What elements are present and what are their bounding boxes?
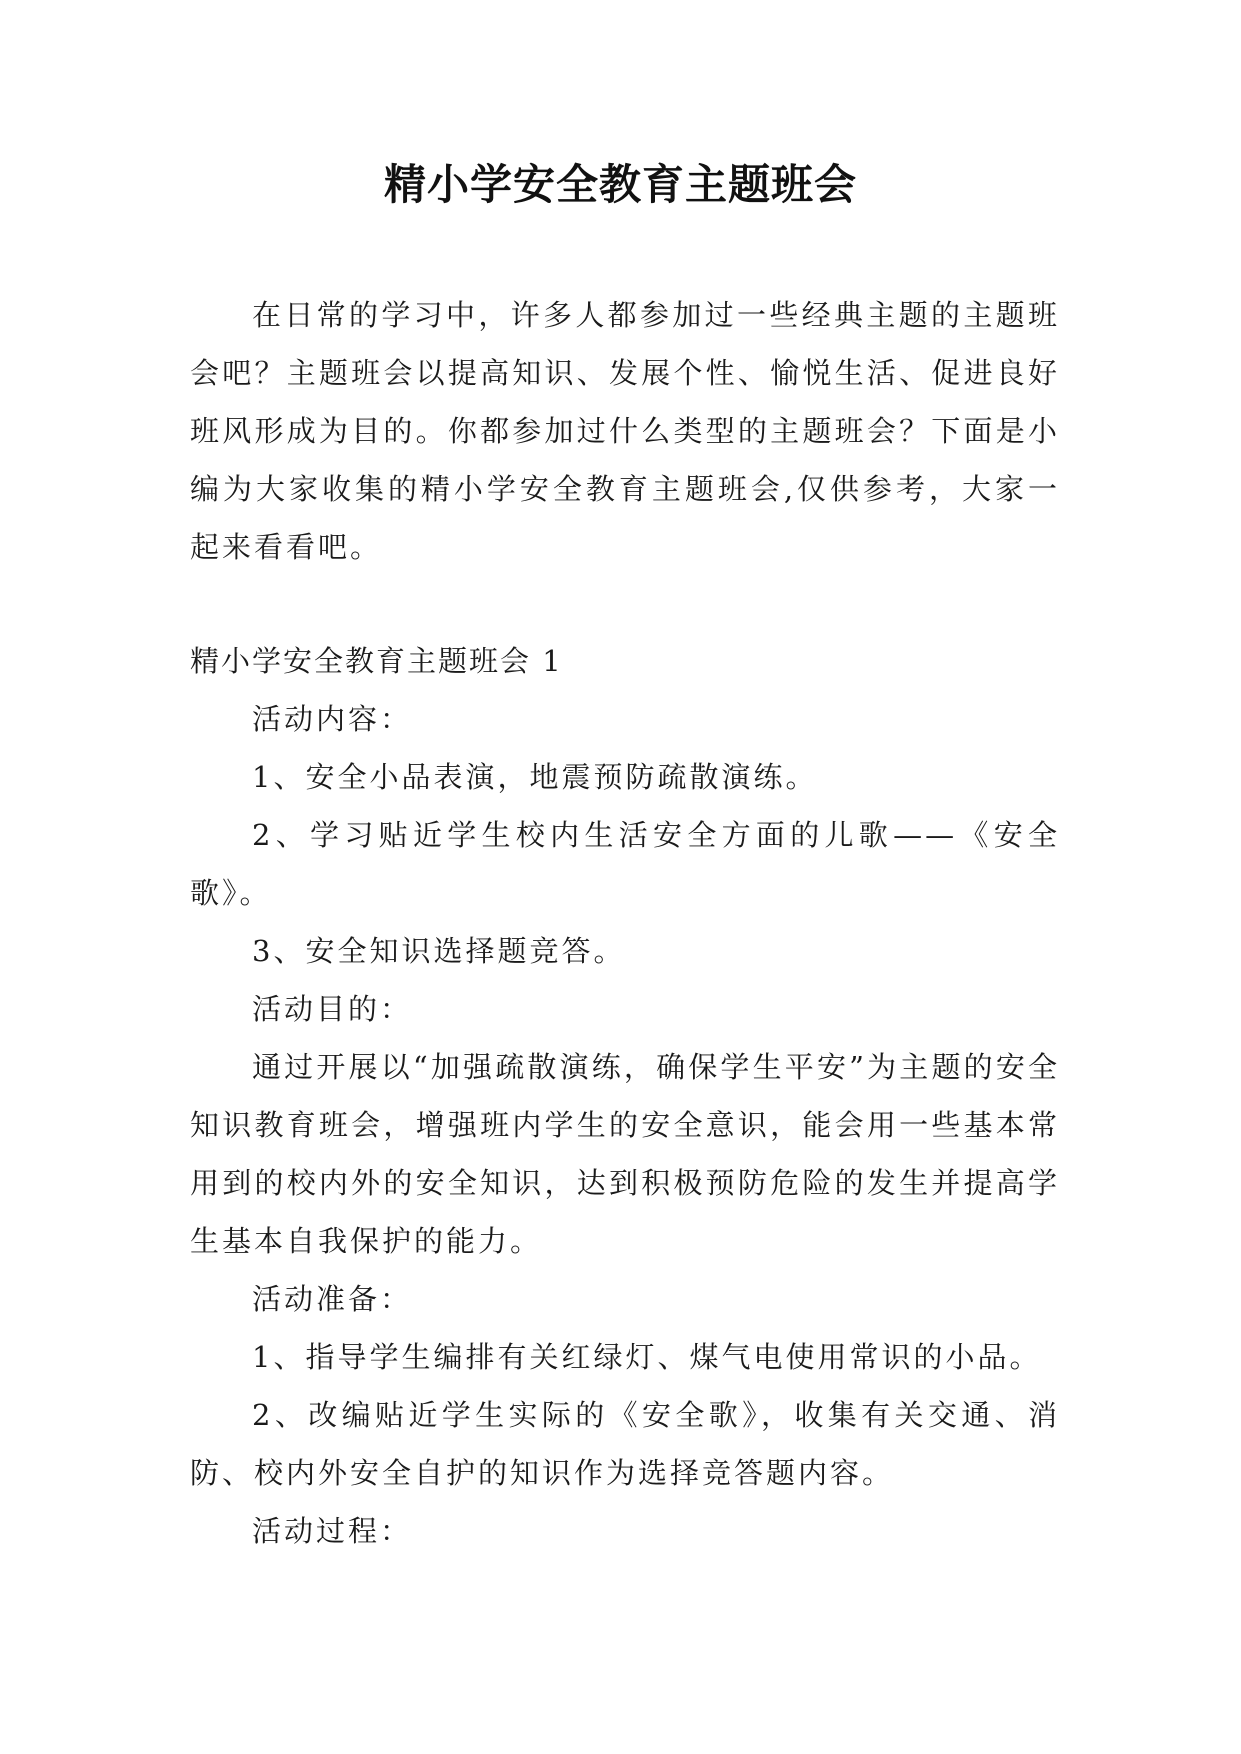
content-item-1: 1、安全小品表演，地震预防疏散演练。 — [252, 760, 818, 794]
purpose-label: 活动目的： — [252, 992, 413, 1026]
prep-item-1: 1、指导学生编排有关红绿灯、煤气电使用常识的小品。 — [252, 1340, 1042, 1374]
content-label: 活动内容： — [252, 702, 413, 736]
purpose-paragraph: 通过开展以“加强疏散演练，确保学生平安”为主题的安全知识教育班会，增强班内学生的安全意识，能会用一些基本常用到的校内外的安全知识，达到积极预防危险的发生并提高学生基本自我保护的能力。 — [190, 1050, 1060, 1258]
prep-item-2: 2、改编贴近学生实际的《安全歌》，收集有关交通、消防、校内外安全自护的知识作为选择竞答题内容。 — [190, 1398, 1060, 1490]
document-title: 精小学安全教育主题班会 — [383, 160, 857, 209]
content-item-2: 2、学习贴近学生校内生活安全方面的儿歌——《安全歌》。 — [190, 818, 1060, 910]
content-item-3: 3、安全知识选择题竞答。 — [252, 934, 626, 968]
process-label: 活动过程： — [252, 1514, 413, 1548]
prep-label: 活动准备： — [252, 1282, 413, 1316]
section-heading: 精小学安全教育主题班会 1 — [190, 644, 563, 678]
intro-paragraph: 在日常的学习中，许多人都参加过一些经典主题的主题班会吧？主题班会以提高知识、发展个性、愉悦生活、促进良好班风形成为目的。你都参加过什么类型的主题班会？下面是小编为大家收集的精小学安全教育主题班会,仅供参考，大家一起来看看吧。 — [190, 298, 1060, 564]
